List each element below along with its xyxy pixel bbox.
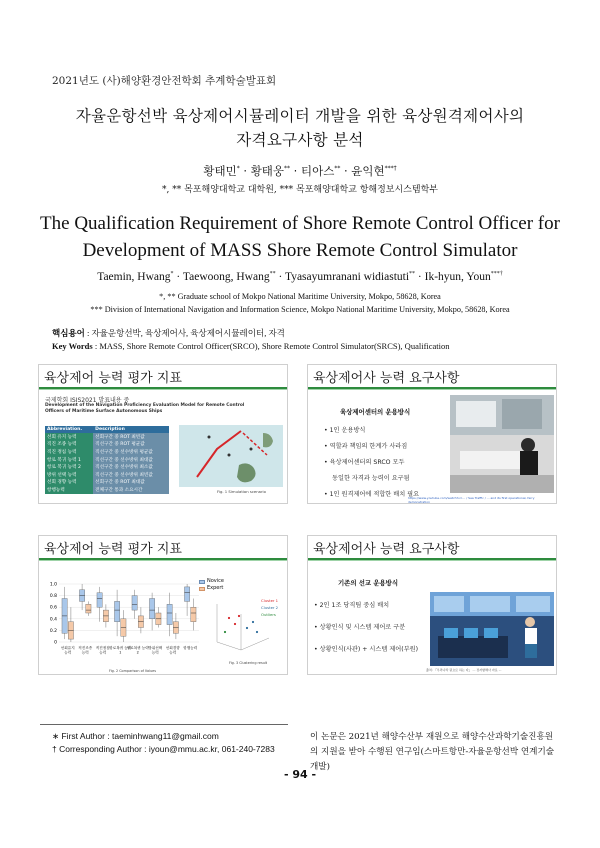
remote-control-photo: [450, 395, 554, 493]
eval-table: [45, 426, 169, 494]
bullet-item: • 1인 운용방식: [324, 427, 366, 434]
slide-title-bar-light: [308, 389, 556, 390]
cluster-point: [228, 617, 230, 619]
author-4: 윤익현: [351, 164, 385, 178]
keywords-label: 핵심용어: [52, 328, 85, 338]
cell: 직선구간 중 선수방위 최소값: [93, 463, 169, 471]
x-tick-label: 항로복귀 능력 1: [109, 646, 132, 655]
slide-title: 육상제어사 능력 요구사항: [313, 371, 460, 386]
y-tick-label: 1.0: [49, 582, 57, 588]
table-row: [45, 479, 169, 487]
cell: 선회구간 중 ROT 최빈값: [93, 433, 169, 441]
image-credit: 출처: 『우리나라 필요로 하는 다』 ... 전자항해사 자료 ...: [426, 668, 502, 672]
y-tick-label: 0.6: [49, 605, 57, 611]
fig-caption: Fig. 1 Simulation scenario: [217, 489, 266, 494]
author-4-mark: ***†: [490, 271, 503, 278]
sep: ·: [290, 164, 301, 178]
box-novice: [149, 599, 154, 619]
acknowledgement: 이 논문은 2021년 해양수산부 재원으로 해양수산과학기술진흥원의 지원을 받아 수행된 연구임(스마트항만-자율운항선박 연계기술 개발): [310, 732, 555, 772]
cell: 선회 유지 능력: [45, 433, 93, 441]
korean-title: [40, 104, 560, 152]
header-desc: Description: [93, 426, 169, 433]
table-row: [45, 486, 169, 494]
paper-title: Development of the Navigation Proficiency Evaluation Model for Remote Control Officers of Maritime Surface Autonomous Ships: [45, 403, 245, 414]
bridge-photo: [430, 592, 554, 666]
english-affiliation-2: *** Division of International Navigation and Information Science, Mokpo National Maritime University, Mokpo, 58628, Korea: [90, 305, 510, 314]
legend-swatch-expert: [199, 587, 205, 591]
x-tick-label: 직진정침 능력: [95, 646, 110, 655]
bullet-item: • 2인 1조 당직팀 중심 배치: [314, 602, 390, 609]
fig2-caption: Fig. 2 Comparison of Values: [109, 669, 156, 673]
author-3-mark: **: [334, 165, 341, 173]
cluster-point: [238, 615, 240, 617]
slide-title: 육상제어사 능력 요구사항: [313, 542, 460, 557]
table-row: [45, 433, 169, 441]
bullet-text: 1인 원격제어에 적합한 배치 필요: [329, 491, 420, 498]
cluster-legend-2: Cluster 2: [261, 605, 279, 610]
bullet-text: 동일한 자격과 능력이 요구됨: [332, 475, 410, 482]
bullet-item: [332, 473, 410, 482]
author-3: Tyasayumranani widiastuti: [284, 271, 410, 283]
legend-expert: Expert: [207, 585, 224, 591]
keywords-english: [52, 341, 450, 351]
bullet-text: 2인 1조 당직팀 중심 배치: [319, 602, 390, 609]
y-tick-label: 0.4: [49, 617, 57, 623]
english-affiliation-1: *, ** Graduate school of Mokpo National Maritime University, Mokpo, 58628, Korea: [159, 292, 441, 301]
cell: 전체구간 통과 소요시간: [93, 486, 169, 494]
slide-heading: 육상제어센터의 운용방식: [340, 408, 411, 416]
slide-title-bar-light: [39, 560, 287, 561]
page-number: - 94 -: [283, 768, 317, 781]
cluster-legend-1: Cluster 1: [261, 598, 279, 603]
keywords-text: : MASS, Shore Remote Control Officer(SRCO), Shore Remote Control Simulator(SRCS), Qualification: [92, 341, 450, 351]
cell: 항행능력: [45, 486, 93, 494]
bullet-text: 1인 운용방식: [329, 427, 366, 434]
cluster-legend-3: Outliers: [261, 612, 276, 617]
sep: ·: [173, 271, 183, 283]
x-tick-label: 선회경향 능력: [165, 646, 180, 655]
cell: 선회 경향 능력: [45, 479, 93, 487]
x-tick-label: 방위선택 능력: [148, 646, 163, 655]
sep: ·: [275, 271, 285, 283]
box-novice: [167, 604, 172, 624]
cluster-point: [246, 627, 248, 629]
slide-eval-index-1: [38, 364, 288, 504]
slide-eval-index-2: [38, 535, 288, 675]
table-row: [45, 463, 169, 471]
table-row: [45, 471, 169, 479]
slide-title-bar-light: [308, 560, 556, 561]
x-tick-label: 선회유지 능력: [60, 646, 75, 655]
table-row: [45, 448, 169, 456]
y-tick-label: 0.2: [49, 628, 57, 634]
cell: 선회구간 중 ROT 최대값: [93, 479, 169, 487]
slide-heading: 기존의 선교 운용방식: [338, 579, 399, 587]
cell: 직진 정침 능력: [45, 448, 93, 456]
bullet-item: • 육상제어센터의 SRCO 모두: [324, 459, 405, 466]
bullet-item: • 역할과 책임의 한계가 사라짐: [324, 443, 408, 450]
english-title-line-2: Development of MASS Shore Remote Control Simulator: [82, 240, 518, 261]
author-1-mark: *: [236, 165, 240, 173]
box-novice: [97, 593, 102, 608]
legend-swatch-novice: [199, 580, 205, 584]
box-novice: [184, 587, 189, 602]
author-1-mark: *: [170, 271, 174, 278]
cell: 항로 복귀 능력 1: [45, 456, 93, 464]
cluster-point: [252, 621, 254, 623]
fig3-caption: Fig. 3 Clustering result: [229, 661, 268, 665]
box-novice: [114, 601, 119, 621]
keywords-text: : 자율운항선박, 육상제어사, 육상제어시뮬레이터, 자격: [84, 328, 285, 338]
english-title: [30, 210, 570, 264]
slide-requirements-2: [307, 535, 557, 675]
footnote-corresponding: † Corresponding Author : iyoun@mmu.ac.kr, 061-240-7283: [52, 744, 275, 754]
korean-affiliation: *, ** 목포해양대학교 대학원, *** 목포해양대학교 항해정보시스템학부: [162, 185, 438, 195]
box-expert: [86, 604, 91, 613]
cell: 직선구간 중 선수방위 최대값: [93, 456, 169, 464]
y-tick-label: 0.8: [49, 594, 57, 600]
simulation-scenario-map: [179, 425, 283, 487]
author-1: Taemin, Hwang: [97, 271, 171, 283]
bullet-item: • 1인 원격제어에 적합한 배치 필요: [324, 491, 420, 498]
table-row: [45, 456, 169, 464]
author-2-mark: **: [269, 271, 276, 278]
table-header: [45, 426, 169, 433]
box-expert: [191, 607, 196, 622]
y-tick-label: 0: [54, 640, 57, 646]
legend-novice: Novice: [207, 578, 224, 584]
english-authors: [30, 271, 570, 283]
conference-header: 2021년도 (사)해양환경안전학회 추계학술발표회: [52, 75, 277, 87]
cell: 직선구간 중 ROT 평균값: [93, 441, 169, 449]
footnote-rule: [40, 724, 288, 725]
author-4: Ik-hyun, Youn: [424, 271, 491, 283]
bullet-text: 상황인식(사관) + 시스템 제어(부원): [319, 646, 419, 653]
bullet-item: • 상황인식(사관) + 시스템 제어(부원): [314, 646, 419, 653]
footnote-first-author: ∗ First Author : taeminhwang11@gmail.com: [52, 731, 219, 741]
author-2: 황태웅: [250, 164, 285, 178]
header-abbrev: Abbreviation.: [45, 426, 93, 433]
cell: 항로 복귀 능력 2: [45, 463, 93, 471]
x-tick-label: 항로복귀 능력 2: [126, 646, 149, 655]
cluster-point: [234, 623, 236, 625]
korean-title-line-1: 자율운항선박 육상제어시뮬레이터 개발을 위한 육상원격제어사의: [75, 107, 525, 125]
cell: 직진 조종 능력: [45, 441, 93, 449]
author-3-mark: **: [409, 271, 416, 278]
korean-authors: [40, 163, 560, 179]
source-note: 국제학회 ISIS2021 발표내용 중: [45, 397, 130, 404]
x-tick-label: 직진조종 능력: [78, 646, 93, 655]
cell: 직선구간 중 선수방위 최빈값: [93, 471, 169, 479]
x-tick-label: 항행능력: [183, 646, 198, 650]
author-3: 티아스: [300, 164, 335, 178]
image-credit: https://www.youtube.com/watch?v=... / Sea Traffic / ... and its first operational, ferry demonstration: [408, 496, 535, 504]
keywords-korean: [52, 327, 285, 339]
table-row: [45, 441, 169, 449]
author-4-mark: ***†: [384, 165, 397, 173]
slide-title: 육상제어 능력 평가 지표: [44, 542, 182, 557]
author-2-mark: **: [284, 165, 291, 173]
sep: ·: [340, 164, 352, 178]
english-title-line-1: The Qualification Requirement of Shore Remote Control Officer for: [40, 213, 560, 234]
author-1: 황태민: [203, 164, 237, 178]
boxplot-chart: [45, 580, 205, 672]
author-2: Taewoong, Hwang: [182, 271, 270, 283]
slide-requirements-1: [307, 364, 557, 504]
cluster-point: [224, 631, 226, 633]
box-novice: [132, 596, 137, 611]
cell: 직선구간 중 선수방위 평균값: [93, 448, 169, 456]
slide-title-bar-light: [39, 389, 287, 390]
bullet-item: • 상황인식 및 시스템 제어로 구분: [314, 624, 406, 631]
sep: ·: [415, 271, 425, 283]
cell: 방위 선택 능력: [45, 471, 93, 479]
bullet-text: 상황인식 및 시스템 제어로 구분: [319, 624, 406, 631]
keywords-label: Key Words: [52, 341, 93, 351]
bullet-text: 육상제어센터의 SRCO 모두: [329, 459, 405, 466]
slide-title: 육상제어 능력 평가 지표: [44, 371, 182, 386]
korean-title-line-2: 자격요구사항 분석: [236, 131, 364, 149]
sep: ·: [239, 164, 251, 178]
cluster-point: [256, 631, 258, 633]
bullet-text: 역할과 책임의 한계가 사라짐: [329, 443, 408, 450]
